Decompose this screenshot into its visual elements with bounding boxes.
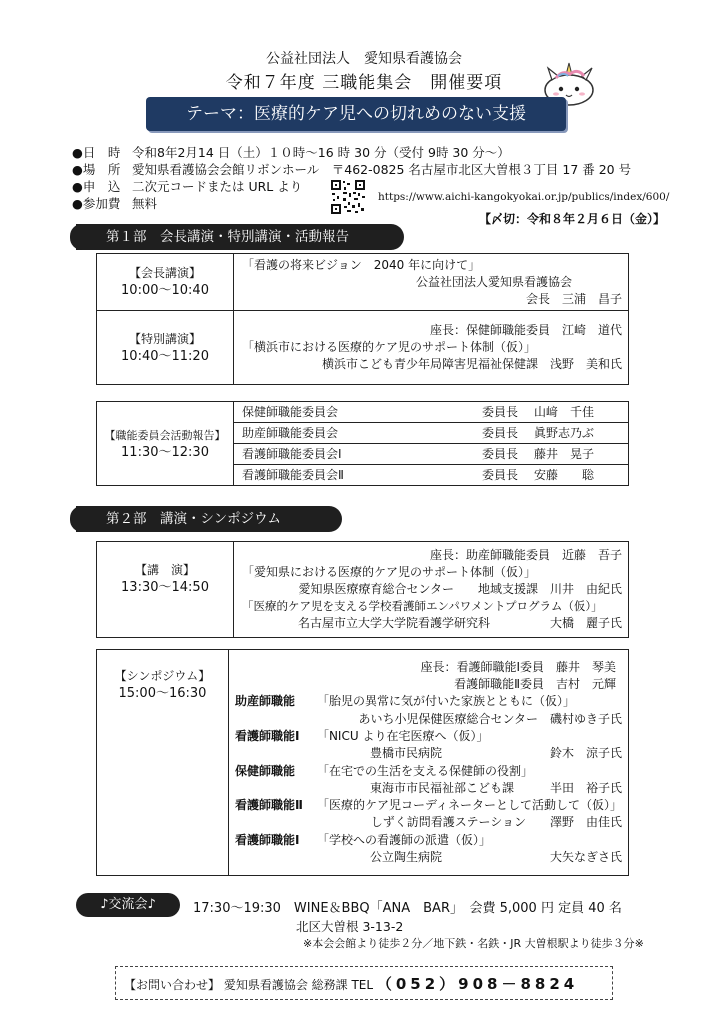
contact-label: 【お問い合わせ】 愛知県看護協会 総務課 TEL	[124, 978, 374, 992]
lecture-title-2: 「医療的ケア児を支える学校看護師エンパワメントプログラム（仮）」	[242, 599, 603, 613]
talk-role: 看護師職能Ⅱ	[234, 798, 303, 813]
report-time: 11:30～12:30	[121, 444, 209, 460]
talk-role: 保健師職能	[234, 763, 295, 778]
president-time: 10:00～10:40	[121, 283, 209, 298]
talk-1	[235, 728, 622, 745]
lecture-label: 【講 演】	[134, 563, 195, 577]
committee-role: 委員長	[482, 404, 519, 419]
talk-org: しずく訪問看護ステーション 澤野 由佳氏	[370, 815, 622, 830]
lecture-time: 13:30～14:50	[121, 580, 209, 595]
committee-name: 助産師職能委員会	[242, 425, 339, 440]
exchange-access-note: ※本会会館より徒歩２分／地下鉄・名鉄・JR 大曽根駅より徒歩３分※	[303, 937, 644, 950]
exchange-label: ♪交流会♪	[76, 893, 180, 917]
lecture-speaker-1: 愛知県医療療育総合センター 地域支援課 川井 由紀氏	[298, 582, 622, 596]
president-cell	[97, 254, 234, 311]
lecture-cell	[97, 542, 234, 638]
special-content	[234, 311, 629, 385]
committee-chair: 山﨑 千佳	[534, 404, 595, 419]
talk-title: 「医療的ケア児コーディネーターとして活動して（仮）」	[316, 798, 622, 813]
part2-heading: 第２部 講演・シンポジウム	[76, 506, 342, 532]
committee-role: 委員長	[482, 425, 519, 440]
contact-box	[115, 966, 613, 1000]
symposium-chair-2: 看護師職能Ⅱ委員 吉村 元輝	[454, 677, 616, 692]
talk-0	[235, 693, 622, 710]
talk-title: 「NICU より在宅医療へ（仮）」	[316, 728, 489, 743]
lecture-table	[96, 541, 629, 638]
symposium-chair-1: 座長：看護師職能Ⅰ委員 藤井 琴美	[420, 659, 616, 674]
exchange-address: 北区大曽根 3-13-2	[296, 919, 404, 934]
special-cell	[97, 311, 234, 385]
symposium-table	[96, 649, 629, 876]
apply-label: ●申 込	[72, 179, 121, 194]
special-time: 10:40～11:20	[121, 348, 209, 364]
special-row	[97, 311, 629, 385]
table-row	[97, 402, 629, 423]
committee-role: 委員長	[482, 467, 519, 482]
report-row-3	[234, 465, 629, 486]
report-cell	[97, 402, 234, 486]
theme-banner: テーマ：医療的ケア児への切れめのない支援	[146, 97, 566, 131]
fee-label: ●参加費	[72, 196, 121, 211]
special-speaker: 横浜市こども青少年局障害児福祉保健課 浅野 美和氏	[321, 357, 622, 371]
talk-4	[235, 832, 622, 849]
committee-chair: 安藤 聡	[534, 467, 595, 482]
lecture-title-1: 「愛知県における医療的ケア児のサポート体制（仮）」	[242, 565, 537, 579]
committee-chair: 眞野志乃ぶ	[534, 425, 595, 440]
lecture-row	[97, 542, 629, 638]
report-row-0	[234, 402, 629, 423]
president-content	[234, 254, 629, 311]
exchange-details: 17:30～19:30 WINE＆BBQ「ANA BAR」 会費 5,000 円 定員 40 名	[193, 901, 622, 916]
talk-2	[235, 763, 622, 780]
symposium-row	[97, 650, 629, 876]
place-label: ●場 所	[72, 162, 121, 177]
committee-name: 看護師職能委員会Ⅱ	[242, 467, 344, 482]
symposium-time: 15:00～16:30	[118, 686, 207, 701]
committee-role: 委員長	[482, 446, 519, 461]
contact-tel[interactable]: （052）908－8824	[376, 975, 579, 993]
symposium-cell	[97, 650, 229, 876]
symposium-label: 【シンポジウム】	[114, 669, 211, 683]
lecture-content	[234, 542, 629, 638]
committee-name: 保健師職能委員会	[242, 404, 339, 419]
place-value: 愛知県看護協会会館リボンホール 〒462-0825 名古屋市北区大曽根３丁目 17 番 20 号	[132, 162, 632, 177]
talk-org: 公立陶生病院 大矢なぎさ氏	[369, 849, 622, 864]
page-title: 令和７年度 三職能集会 開催要項	[225, 73, 503, 93]
part1-lectures-table	[96, 253, 629, 385]
president-speaker: 会長 三浦 昌子	[525, 291, 622, 306]
special-chair: 座長：保健師職能委員 江崎 道代	[429, 323, 622, 337]
president-org: 公益社団法人愛知県看護協会	[415, 274, 572, 289]
symposium-content	[228, 650, 628, 876]
info-place	[72, 162, 631, 178]
report-row-1	[234, 423, 629, 444]
report-table	[96, 401, 629, 486]
talk-role: 看護師職能Ⅰ	[234, 832, 300, 847]
talk-org: あいち小児保健医療総合センター 磯村ゆき子氏	[358, 711, 622, 726]
talk-3	[235, 797, 622, 814]
committee-chair: 藤井 晃子	[534, 446, 595, 461]
president-row	[97, 254, 629, 311]
report-label: 【職能委員会活動報告】	[104, 428, 226, 442]
talk-title: 「在宅での生活を支える保健師の役割」	[316, 763, 533, 778]
qr-code-icon[interactable]	[330, 179, 366, 215]
president-title: 「看護の将来ビジョン 2040 年に向けて」	[242, 257, 481, 272]
talk-role: 助産師職能	[234, 694, 295, 709]
info-fee	[72, 196, 157, 212]
date-value: 令和8年2月14 日（土）１０時～16 時 30 分（受付 9時 30 分～）	[132, 145, 510, 160]
part1-heading: 第１部 会長講演・特別講演・活動報告	[76, 224, 404, 250]
lecture-chair: 座長：助産師職能委員 近藤 吾子	[429, 548, 622, 562]
talk-role: 看護師職能Ⅰ	[234, 728, 300, 743]
info-date	[72, 145, 510, 161]
fee-value: 無料	[132, 196, 158, 211]
talk-title: 「学校への看護師の派遣（仮）」	[316, 832, 491, 847]
lecture-speaker-2: 名古屋市立大学大学院看護学研究科 大橋 麗子氏	[297, 616, 622, 630]
special-title: 「横浜市における医療的ケア児のサポート体制（仮）」	[242, 340, 537, 354]
date-label: ●日 時	[72, 145, 121, 160]
apply-url[interactable]: https://www.aichi-kangokyokai.or.jp/publics/index/600/	[378, 191, 670, 203]
president-label: 【会長講演】	[128, 266, 201, 280]
deadline: 【〆切：令和８年２月６日（金）】	[479, 212, 666, 226]
apply-value: 二次元コードまたは URL より	[132, 179, 303, 194]
special-label: 【特別講演】	[128, 331, 201, 346]
talk-title: 「胎児の異常に気が付いた家族とともに（仮）」	[316, 694, 575, 709]
talk-org: 豊橋市民病院 鈴木 涼子氏	[369, 746, 622, 761]
talk-org: 東海市市民福祉部こども課 半田 裕子氏	[369, 780, 622, 795]
committee-name: 看護師職能委員会Ⅰ	[242, 446, 342, 461]
report-row-2	[234, 444, 629, 465]
org-name: 公益社団法人 愛知県看護協会	[266, 51, 462, 67]
info-apply	[72, 179, 302, 195]
